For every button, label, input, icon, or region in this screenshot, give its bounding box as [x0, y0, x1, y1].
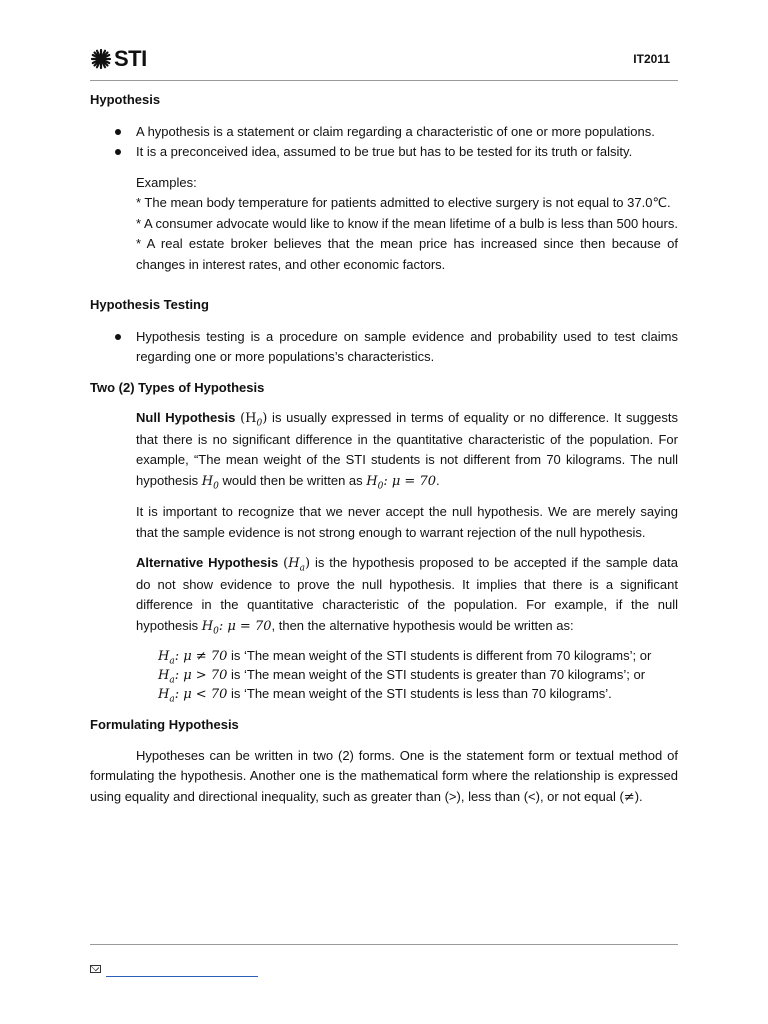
alternative-form-item: $H_a$: μ > 70 is ‘The mean weight of the STI students is greater than 70 kilograms’; or [158, 667, 646, 686]
formulating-paragraph: Hypotheses can be written in two (2) forms. One is the statement form or textual method of formulating the hypothesis. Another one is the mathematical form where the relationship is expressed using equality and directional inequality, such as greater than (>), less than (<), or not equal (≠). [90, 747, 678, 805]
example-item: * A real estate broker believes that the mean price has increased since then because of changes in interest rates, and other economic factors. [136, 236, 678, 272]
null-note-paragraph: It is important to recognize that we never accept the null hypothesis. We are merely saying that the sample evidence is not strong enough to warrant rejection of the null hypothesis. [136, 504, 678, 540]
example-item: * The mean body temperature for patients admitted to elective surgery is not equal to 37.0℃. [136, 195, 671, 210]
email-link-underline[interactable] [106, 976, 258, 977]
main-content [90, 90, 678, 808]
alternative-hypothesis-label: Alternative Hypothesis [136, 555, 279, 570]
heading-hypothesis-testing: Hypothesis Testing [90, 297, 209, 312]
null-hypothesis-label: Null Hypothesis [136, 410, 236, 425]
list-item: A hypothesis is a statement or claim regarding a characteristic of one or more populations. [90, 122, 678, 143]
footer-divider [90, 944, 678, 945]
list-item: Hypothesis testing is a procedure on sample evidence and probability used to test claims regarding one or more populations’s characteristics. [90, 327, 678, 368]
null-hypothesis-paragraph: Null Hypothesis $(H_0)$ is usually expressed in terms of equality or no difference. It suggests that there is no significant difference in the quantitative characteristic of the population. For example, “The mean weight of the STI students is not different from 70 kilograms. The null hypothesis $H_0$ would then be written as $H_0$: μ = 70. [136, 410, 678, 492]
examples-label: Examples: [136, 174, 197, 190]
document-code: IT2011 [633, 52, 670, 66]
null-equation: $H_0$: μ = 70 [366, 473, 437, 492]
header-divider [90, 80, 678, 81]
alt-symbol: $(H_a)$ [283, 556, 311, 574]
envelope-icon [90, 965, 101, 973]
alt-null-equation: $H_0$: μ = 70 [201, 618, 272, 637]
examples-block [90, 173, 678, 276]
testing-bullet-list [90, 327, 678, 368]
null-symbol: $(H_0)$ [240, 411, 268, 429]
sti-star-icon [90, 48, 112, 70]
example-item: * A consumer advocate would like to know if the mean lifetime of a bulb is less than 500 hours. [136, 215, 678, 231]
page-footer [90, 962, 290, 978]
page-header [90, 44, 678, 80]
hypothesis-bullet-list [90, 122, 678, 163]
list-item: It is a preconceived idea, assumed to be true but has to be tested for its truth or falsity. [90, 142, 678, 163]
alternative-form-item: $H_a$: μ < 70 is ‘The mean weight of the STI students is less than 70 kilograms’. [158, 686, 612, 705]
heading-formulating: Formulating Hypothesis [90, 717, 239, 732]
null-symbol-inline: $H_0$ [201, 473, 219, 492]
alternative-form-item: $H_a$: μ ≠ 70 is ‘The mean weight of the STI students is different from 70 kilograms’; or [158, 648, 652, 667]
sti-logo [90, 46, 147, 72]
alternative-forms-list [90, 647, 678, 704]
bullet-icon [115, 334, 121, 340]
alternative-hypothesis-paragraph: Alternative Hypothesis $(H_a)$ is the hypothesis proposed to be accepted if the sample data do not show evidence to prove the null hypothesis. It implies that there is a significant difference in the quantitative characteristic of the population. For example, if the null hypothesis $H_0$: μ = 70, then the alternative hypothesis would be written as: [136, 555, 678, 637]
logo-text: STI [114, 46, 147, 71]
heading-hypothesis: Hypothesis [90, 92, 161, 107]
bullet-icon [115, 129, 121, 135]
heading-types: Two (2) Types of Hypothesis [90, 379, 265, 395]
bullet-icon [115, 149, 121, 155]
